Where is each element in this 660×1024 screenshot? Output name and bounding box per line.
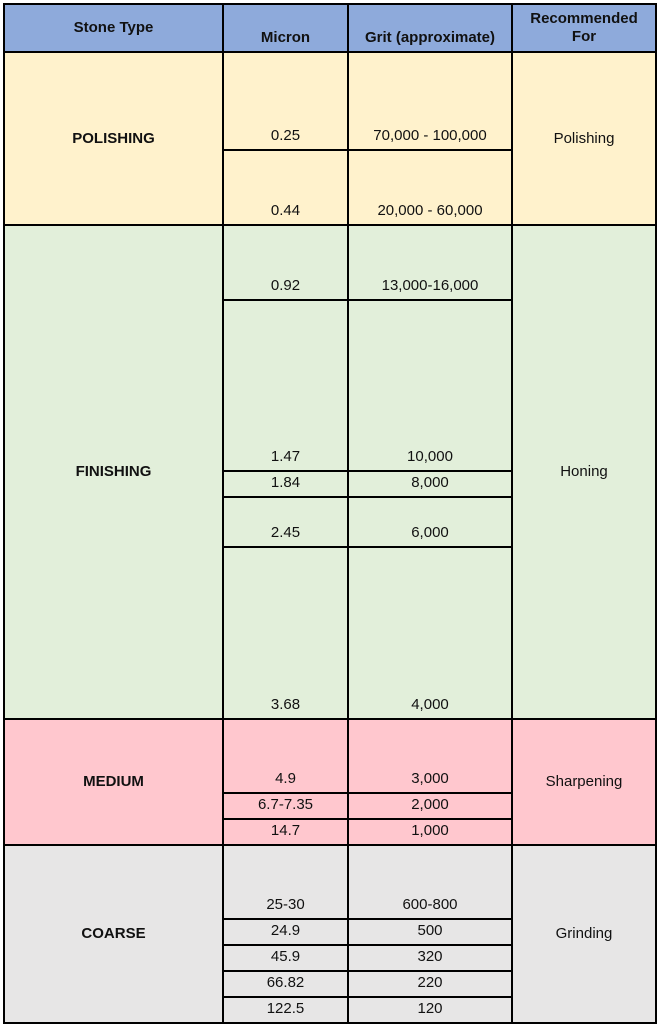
micron-cell: 25-30 — [222, 844, 349, 920]
micron-cell: 4.9 — [222, 718, 349, 794]
micron-cell: 14.7 — [222, 818, 349, 846]
recommended-grinding: Grinding — [511, 844, 657, 1024]
grit-cell: 10,000 — [347, 299, 513, 472]
micron-cell: 66.82 — [222, 970, 349, 998]
recommended-honing: Honing — [511, 224, 657, 720]
micron-cell: 0.25 — [222, 51, 349, 151]
micron-cell: 3.68 — [222, 546, 349, 720]
micron-cell: 1.84 — [222, 470, 349, 498]
stone-type-coarse: COARSE — [3, 844, 224, 1024]
micron-cell: 2.45 — [222, 496, 349, 548]
header-recommended — [511, 3, 657, 53]
stone-type-finishing: FINISHING — [3, 224, 224, 720]
grit-cell: 2,000 — [347, 792, 513, 820]
header-grit: Grit (approximate) — [347, 3, 513, 53]
grit-cell: 13,000-16,000 — [347, 224, 513, 301]
recommended-sharpening: Sharpening — [511, 718, 657, 846]
grit-cell: 6,000 — [347, 496, 513, 548]
stone-type-medium: MEDIUM — [3, 718, 224, 846]
micron-cell: 0.44 — [222, 149, 349, 226]
grit-cell: 4,000 — [347, 546, 513, 720]
header-micron: Micron — [222, 3, 349, 53]
grit-cell: 500 — [347, 918, 513, 946]
micron-cell: 122.5 — [222, 996, 349, 1024]
micron-cell: 24.9 — [222, 918, 349, 946]
grit-cell: 20,000 - 60,000 — [347, 149, 513, 226]
header-recommended-line2: For — [571, 28, 597, 45]
micron-cell: 6.7-7.35 — [222, 792, 349, 820]
header-recommended-line1: Recommended — [530, 10, 638, 27]
grit-cell: 1,000 — [347, 818, 513, 846]
recommended-polishing: Polishing — [511, 51, 657, 226]
micron-cell: 45.9 — [222, 944, 349, 972]
grit-cell: 8,000 — [347, 470, 513, 498]
grit-cell: 120 — [347, 996, 513, 1024]
grit-cell: 320 — [347, 944, 513, 972]
grit-cell: 70,000 - 100,000 — [347, 51, 513, 151]
grit-cell: 220 — [347, 970, 513, 998]
stone-type-polishing: POLISHING — [3, 51, 224, 226]
grit-cell: 600-800 — [347, 844, 513, 920]
micron-cell: 1.47 — [222, 299, 349, 472]
header-stone-type: Stone Type — [3, 3, 224, 53]
micron-cell: 0.92 — [222, 224, 349, 301]
grit-cell: 3,000 — [347, 718, 513, 794]
